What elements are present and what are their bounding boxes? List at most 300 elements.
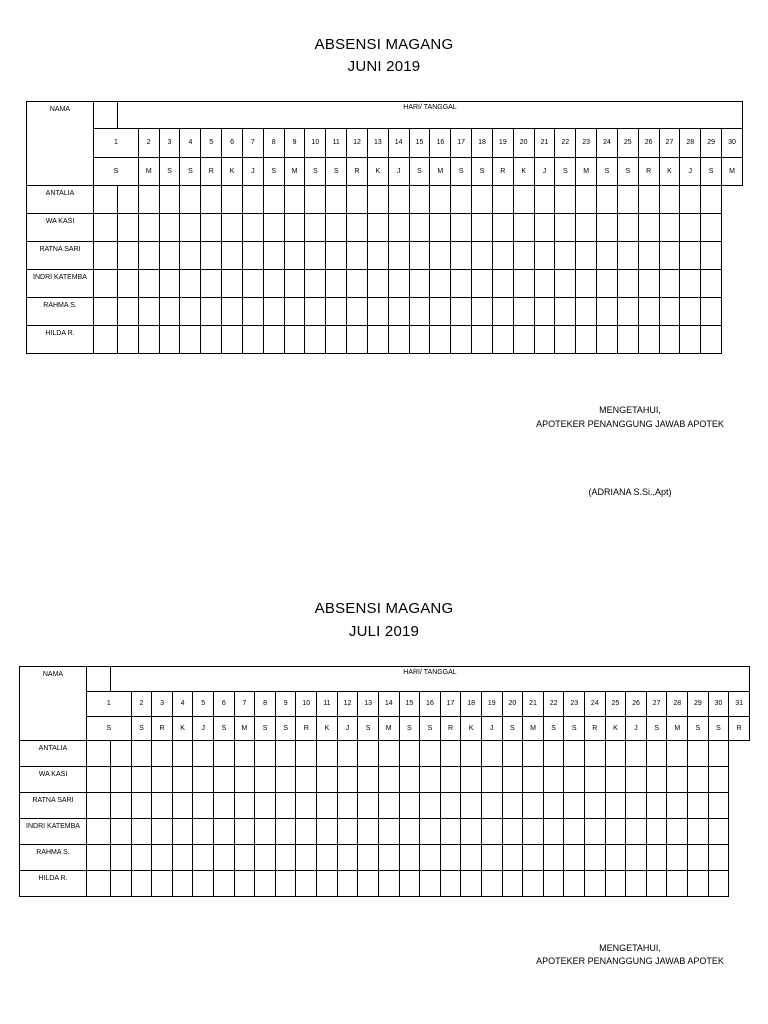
attendance-cell[interactable] xyxy=(337,871,358,897)
attendance-cell[interactable] xyxy=(420,767,441,793)
attendance-cell[interactable] xyxy=(659,242,680,270)
attendance-cell[interactable] xyxy=(523,871,544,897)
attendance-cell[interactable] xyxy=(326,186,347,214)
attendance-cell[interactable] xyxy=(138,326,159,354)
attendance-cell[interactable] xyxy=(617,214,638,242)
attendance-cell[interactable] xyxy=(172,793,193,819)
attendance-cell[interactable] xyxy=(638,242,659,270)
attendance-cell[interactable] xyxy=(451,298,472,326)
attendance-cell[interactable] xyxy=(255,819,276,845)
attendance-cell[interactable] xyxy=(626,767,647,793)
attendance-cell[interactable] xyxy=(564,845,585,871)
attendance-cell[interactable] xyxy=(688,767,709,793)
attendance-cell[interactable] xyxy=(275,767,296,793)
attendance-cell[interactable] xyxy=(555,270,576,298)
attendance-cell[interactable] xyxy=(111,871,132,897)
attendance-cell[interactable] xyxy=(201,242,222,270)
attendance-cell[interactable] xyxy=(626,871,647,897)
attendance-cell[interactable] xyxy=(317,767,338,793)
attendance-cell[interactable] xyxy=(513,298,534,326)
attendance-cell[interactable] xyxy=(659,270,680,298)
attendance-cell[interactable] xyxy=(305,298,326,326)
attendance-cell[interactable] xyxy=(440,819,461,845)
attendance-cell[interactable] xyxy=(617,242,638,270)
attendance-cell[interactable] xyxy=(388,242,409,270)
attendance-cell[interactable] xyxy=(461,819,482,845)
attendance-cell[interactable] xyxy=(201,186,222,214)
attendance-cell[interactable] xyxy=(326,270,347,298)
attendance-cell[interactable] xyxy=(367,214,388,242)
attendance-cell[interactable] xyxy=(534,186,555,214)
attendance-cell[interactable] xyxy=(358,845,379,871)
attendance-cell[interactable] xyxy=(555,186,576,214)
attendance-cell[interactable] xyxy=(111,793,132,819)
attendance-cell[interactable] xyxy=(440,793,461,819)
attendance-cell[interactable] xyxy=(255,871,276,897)
attendance-cell[interactable] xyxy=(152,741,173,767)
attendance-cell[interactable] xyxy=(564,819,585,845)
attendance-cell[interactable] xyxy=(263,298,284,326)
attendance-cell[interactable] xyxy=(193,741,214,767)
attendance-cell[interactable] xyxy=(180,214,201,242)
attendance-cell[interactable] xyxy=(180,298,201,326)
attendance-cell[interactable] xyxy=(576,214,597,242)
attendance-cell[interactable] xyxy=(440,741,461,767)
attendance-cell[interactable] xyxy=(534,214,555,242)
attendance-cell[interactable] xyxy=(409,326,430,354)
attendance-cell[interactable] xyxy=(564,741,585,767)
attendance-cell[interactable] xyxy=(492,242,513,270)
attendance-cell[interactable] xyxy=(138,186,159,214)
attendance-cell[interactable] xyxy=(513,326,534,354)
attendance-cell[interactable] xyxy=(597,214,618,242)
attendance-cell[interactable] xyxy=(388,326,409,354)
attendance-cell[interactable] xyxy=(222,270,243,298)
attendance-cell[interactable] xyxy=(543,871,564,897)
attendance-cell[interactable] xyxy=(523,845,544,871)
attendance-cell[interactable] xyxy=(667,845,688,871)
attendance-cell[interactable] xyxy=(284,270,305,298)
attendance-cell[interactable] xyxy=(585,741,606,767)
attendance-cell[interactable] xyxy=(131,767,152,793)
attendance-cell[interactable] xyxy=(111,741,132,767)
attendance-cell[interactable] xyxy=(688,793,709,819)
attendance-cell[interactable] xyxy=(523,819,544,845)
attendance-cell[interactable] xyxy=(430,270,451,298)
attendance-cell[interactable] xyxy=(347,214,368,242)
attendance-cell[interactable] xyxy=(138,270,159,298)
attendance-cell[interactable] xyxy=(680,214,701,242)
attendance-cell[interactable] xyxy=(597,298,618,326)
attendance-cell[interactable] xyxy=(87,793,111,819)
attendance-cell[interactable] xyxy=(242,270,263,298)
attendance-cell[interactable] xyxy=(585,767,606,793)
attendance-cell[interactable] xyxy=(275,871,296,897)
attendance-cell[interactable] xyxy=(513,270,534,298)
attendance-cell[interactable] xyxy=(708,767,729,793)
attendance-cell[interactable] xyxy=(605,767,626,793)
attendance-cell[interactable] xyxy=(440,845,461,871)
attendance-cell[interactable] xyxy=(263,214,284,242)
attendance-cell[interactable] xyxy=(180,270,201,298)
attendance-cell[interactable] xyxy=(111,845,132,871)
attendance-cell[interactable] xyxy=(409,242,430,270)
attendance-cell[interactable] xyxy=(305,242,326,270)
attendance-cell[interactable] xyxy=(242,298,263,326)
attendance-cell[interactable] xyxy=(680,298,701,326)
attendance-cell[interactable] xyxy=(358,871,379,897)
attendance-cell[interactable] xyxy=(481,819,502,845)
attendance-cell[interactable] xyxy=(317,845,338,871)
attendance-cell[interactable] xyxy=(214,741,235,767)
attendance-cell[interactable] xyxy=(451,242,472,270)
attendance-cell[interactable] xyxy=(305,186,326,214)
attendance-cell[interactable] xyxy=(131,845,152,871)
attendance-cell[interactable] xyxy=(358,793,379,819)
attendance-cell[interactable] xyxy=(555,326,576,354)
attendance-cell[interactable] xyxy=(543,845,564,871)
attendance-cell[interactable] xyxy=(180,326,201,354)
attendance-cell[interactable] xyxy=(234,819,255,845)
attendance-cell[interactable] xyxy=(234,871,255,897)
attendance-cell[interactable] xyxy=(172,819,193,845)
attendance-cell[interactable] xyxy=(461,845,482,871)
attendance-cell[interactable] xyxy=(626,793,647,819)
attendance-cell[interactable] xyxy=(317,819,338,845)
attendance-cell[interactable] xyxy=(152,793,173,819)
attendance-cell[interactable] xyxy=(646,845,667,871)
attendance-cell[interactable] xyxy=(461,871,482,897)
attendance-cell[interactable] xyxy=(284,242,305,270)
attendance-cell[interactable] xyxy=(214,793,235,819)
attendance-cell[interactable] xyxy=(605,871,626,897)
attendance-cell[interactable] xyxy=(255,793,276,819)
attendance-cell[interactable] xyxy=(347,186,368,214)
attendance-cell[interactable] xyxy=(222,298,243,326)
attendance-cell[interactable] xyxy=(193,793,214,819)
attendance-cell[interactable] xyxy=(605,793,626,819)
attendance-cell[interactable] xyxy=(576,326,597,354)
attendance-cell[interactable] xyxy=(440,871,461,897)
attendance-cell[interactable] xyxy=(481,741,502,767)
attendance-cell[interactable] xyxy=(94,242,118,270)
attendance-cell[interactable] xyxy=(576,298,597,326)
attendance-cell[interactable] xyxy=(337,793,358,819)
attendance-cell[interactable] xyxy=(358,741,379,767)
attendance-cell[interactable] xyxy=(347,242,368,270)
attendance-cell[interactable] xyxy=(688,819,709,845)
attendance-cell[interactable] xyxy=(152,767,173,793)
attendance-cell[interactable] xyxy=(234,741,255,767)
attendance-cell[interactable] xyxy=(159,326,180,354)
attendance-cell[interactable] xyxy=(585,819,606,845)
attendance-cell[interactable] xyxy=(317,793,338,819)
attendance-cell[interactable] xyxy=(214,871,235,897)
attendance-cell[interactable] xyxy=(481,845,502,871)
attendance-cell[interactable] xyxy=(576,270,597,298)
attendance-cell[interactable] xyxy=(638,214,659,242)
attendance-cell[interactable] xyxy=(430,242,451,270)
attendance-cell[interactable] xyxy=(193,871,214,897)
attendance-cell[interactable] xyxy=(430,214,451,242)
attendance-cell[interactable] xyxy=(597,326,618,354)
attendance-cell[interactable] xyxy=(193,767,214,793)
attendance-cell[interactable] xyxy=(180,242,201,270)
attendance-cell[interactable] xyxy=(222,326,243,354)
attendance-cell[interactable] xyxy=(513,214,534,242)
attendance-cell[interactable] xyxy=(646,871,667,897)
attendance-cell[interactable] xyxy=(399,819,420,845)
attendance-cell[interactable] xyxy=(201,214,222,242)
attendance-cell[interactable] xyxy=(523,741,544,767)
attendance-cell[interactable] xyxy=(118,298,139,326)
attendance-cell[interactable] xyxy=(242,326,263,354)
attendance-cell[interactable] xyxy=(451,186,472,214)
attendance-cell[interactable] xyxy=(626,845,647,871)
attendance-cell[interactable] xyxy=(492,298,513,326)
attendance-cell[interactable] xyxy=(388,186,409,214)
attendance-cell[interactable] xyxy=(326,326,347,354)
attendance-cell[interactable] xyxy=(378,741,399,767)
attendance-cell[interactable] xyxy=(242,242,263,270)
attendance-cell[interactable] xyxy=(605,819,626,845)
attendance-cell[interactable] xyxy=(492,214,513,242)
attendance-cell[interactable] xyxy=(347,326,368,354)
attendance-cell[interactable] xyxy=(152,819,173,845)
attendance-cell[interactable] xyxy=(172,741,193,767)
attendance-cell[interactable] xyxy=(234,793,255,819)
attendance-cell[interactable] xyxy=(159,270,180,298)
attendance-cell[interactable] xyxy=(708,845,729,871)
attendance-cell[interactable] xyxy=(701,214,722,242)
attendance-cell[interactable] xyxy=(492,326,513,354)
attendance-cell[interactable] xyxy=(420,741,441,767)
attendance-cell[interactable] xyxy=(555,298,576,326)
attendance-cell[interactable] xyxy=(87,871,111,897)
attendance-cell[interactable] xyxy=(263,242,284,270)
attendance-cell[interactable] xyxy=(646,767,667,793)
attendance-cell[interactable] xyxy=(378,871,399,897)
attendance-cell[interactable] xyxy=(305,214,326,242)
attendance-cell[interactable] xyxy=(481,793,502,819)
attendance-cell[interactable] xyxy=(461,741,482,767)
attendance-cell[interactable] xyxy=(296,741,317,767)
attendance-cell[interactable] xyxy=(214,767,235,793)
attendance-cell[interactable] xyxy=(555,214,576,242)
attendance-cell[interactable] xyxy=(638,186,659,214)
attendance-cell[interactable] xyxy=(242,214,263,242)
attendance-cell[interactable] xyxy=(617,186,638,214)
attendance-cell[interactable] xyxy=(502,793,523,819)
attendance-cell[interactable] xyxy=(708,819,729,845)
attendance-cell[interactable] xyxy=(555,242,576,270)
attendance-cell[interactable] xyxy=(367,270,388,298)
attendance-cell[interactable] xyxy=(284,326,305,354)
attendance-cell[interactable] xyxy=(337,767,358,793)
attendance-cell[interactable] xyxy=(94,214,118,242)
attendance-cell[interactable] xyxy=(296,845,317,871)
attendance-cell[interactable] xyxy=(646,819,667,845)
attendance-cell[interactable] xyxy=(317,871,338,897)
attendance-cell[interactable] xyxy=(472,214,493,242)
attendance-cell[interactable] xyxy=(214,845,235,871)
attendance-cell[interactable] xyxy=(680,270,701,298)
attendance-cell[interactable] xyxy=(617,326,638,354)
attendance-cell[interactable] xyxy=(94,326,118,354)
attendance-cell[interactable] xyxy=(659,214,680,242)
attendance-cell[interactable] xyxy=(409,298,430,326)
attendance-cell[interactable] xyxy=(378,793,399,819)
attendance-cell[interactable] xyxy=(358,767,379,793)
attendance-cell[interactable] xyxy=(284,214,305,242)
attendance-cell[interactable] xyxy=(131,819,152,845)
attendance-cell[interactable] xyxy=(111,767,132,793)
attendance-cell[interactable] xyxy=(326,242,347,270)
attendance-cell[interactable] xyxy=(680,326,701,354)
attendance-cell[interactable] xyxy=(159,298,180,326)
attendance-cell[interactable] xyxy=(585,793,606,819)
attendance-cell[interactable] xyxy=(378,819,399,845)
attendance-cell[interactable] xyxy=(118,186,139,214)
attendance-cell[interactable] xyxy=(399,871,420,897)
attendance-cell[interactable] xyxy=(701,298,722,326)
attendance-cell[interactable] xyxy=(193,819,214,845)
attendance-cell[interactable] xyxy=(534,298,555,326)
attendance-cell[interactable] xyxy=(564,767,585,793)
attendance-cell[interactable] xyxy=(159,242,180,270)
attendance-cell[interactable] xyxy=(472,298,493,326)
attendance-cell[interactable] xyxy=(667,871,688,897)
attendance-cell[interactable] xyxy=(523,767,544,793)
attendance-cell[interactable] xyxy=(638,326,659,354)
attendance-cell[interactable] xyxy=(701,242,722,270)
attendance-cell[interactable] xyxy=(118,270,139,298)
attendance-cell[interactable] xyxy=(242,186,263,214)
attendance-cell[interactable] xyxy=(451,214,472,242)
attendance-cell[interactable] xyxy=(472,186,493,214)
attendance-cell[interactable] xyxy=(585,845,606,871)
attendance-cell[interactable] xyxy=(326,298,347,326)
attendance-cell[interactable] xyxy=(492,270,513,298)
attendance-cell[interactable] xyxy=(152,845,173,871)
attendance-cell[interactable] xyxy=(440,767,461,793)
attendance-cell[interactable] xyxy=(564,793,585,819)
attendance-cell[interactable] xyxy=(138,214,159,242)
attendance-cell[interactable] xyxy=(87,741,111,767)
attendance-cell[interactable] xyxy=(87,819,111,845)
attendance-cell[interactable] xyxy=(275,819,296,845)
attendance-cell[interactable] xyxy=(131,741,152,767)
attendance-cell[interactable] xyxy=(305,326,326,354)
attendance-cell[interactable] xyxy=(296,767,317,793)
attendance-cell[interactable] xyxy=(481,871,502,897)
attendance-cell[interactable] xyxy=(430,186,451,214)
attendance-cell[interactable] xyxy=(543,793,564,819)
attendance-cell[interactable] xyxy=(399,793,420,819)
attendance-cell[interactable] xyxy=(659,186,680,214)
attendance-cell[interactable] xyxy=(378,845,399,871)
attendance-cell[interactable] xyxy=(543,741,564,767)
attendance-cell[interactable] xyxy=(317,741,338,767)
attendance-cell[interactable] xyxy=(420,871,441,897)
attendance-cell[interactable] xyxy=(172,845,193,871)
attendance-cell[interactable] xyxy=(667,767,688,793)
attendance-cell[interactable] xyxy=(275,845,296,871)
attendance-cell[interactable] xyxy=(255,767,276,793)
attendance-cell[interactable] xyxy=(193,845,214,871)
attendance-cell[interactable] xyxy=(94,298,118,326)
attendance-cell[interactable] xyxy=(502,741,523,767)
attendance-cell[interactable] xyxy=(597,270,618,298)
attendance-cell[interactable] xyxy=(118,242,139,270)
attendance-cell[interactable] xyxy=(337,845,358,871)
attendance-cell[interactable] xyxy=(626,741,647,767)
attendance-cell[interactable] xyxy=(131,871,152,897)
attendance-cell[interactable] xyxy=(472,270,493,298)
attendance-cell[interactable] xyxy=(172,871,193,897)
attendance-cell[interactable] xyxy=(638,270,659,298)
attendance-cell[interactable] xyxy=(617,270,638,298)
attendance-cell[interactable] xyxy=(451,270,472,298)
attendance-cell[interactable] xyxy=(388,298,409,326)
attendance-cell[interactable] xyxy=(284,186,305,214)
attendance-cell[interactable] xyxy=(172,767,193,793)
attendance-cell[interactable] xyxy=(399,741,420,767)
attendance-cell[interactable] xyxy=(646,741,667,767)
attendance-cell[interactable] xyxy=(94,270,118,298)
attendance-cell[interactable] xyxy=(222,242,243,270)
attendance-cell[interactable] xyxy=(523,793,544,819)
attendance-cell[interactable] xyxy=(87,845,111,871)
attendance-cell[interactable] xyxy=(255,741,276,767)
attendance-cell[interactable] xyxy=(451,326,472,354)
attendance-cell[interactable] xyxy=(605,845,626,871)
attendance-cell[interactable] xyxy=(513,186,534,214)
attendance-cell[interactable] xyxy=(409,270,430,298)
attendance-cell[interactable] xyxy=(275,741,296,767)
attendance-cell[interactable] xyxy=(667,819,688,845)
attendance-cell[interactable] xyxy=(367,242,388,270)
attendance-cell[interactable] xyxy=(367,298,388,326)
attendance-cell[interactable] xyxy=(472,326,493,354)
attendance-cell[interactable] xyxy=(626,819,647,845)
attendance-cell[interactable] xyxy=(201,326,222,354)
attendance-cell[interactable] xyxy=(367,326,388,354)
attendance-cell[interactable] xyxy=(502,845,523,871)
attendance-cell[interactable] xyxy=(152,871,173,897)
attendance-cell[interactable] xyxy=(701,186,722,214)
attendance-cell[interactable] xyxy=(263,326,284,354)
attendance-cell[interactable] xyxy=(201,270,222,298)
attendance-cell[interactable] xyxy=(420,819,441,845)
attendance-cell[interactable] xyxy=(118,214,139,242)
attendance-cell[interactable] xyxy=(399,845,420,871)
attendance-cell[interactable] xyxy=(667,741,688,767)
attendance-cell[interactable] xyxy=(576,186,597,214)
attendance-cell[interactable] xyxy=(659,326,680,354)
attendance-cell[interactable] xyxy=(131,793,152,819)
attendance-cell[interactable] xyxy=(201,298,222,326)
attendance-cell[interactable] xyxy=(481,767,502,793)
attendance-cell[interactable] xyxy=(646,793,667,819)
attendance-cell[interactable] xyxy=(605,741,626,767)
attendance-cell[interactable] xyxy=(347,270,368,298)
attendance-cell[interactable] xyxy=(255,845,276,871)
attendance-cell[interactable] xyxy=(461,767,482,793)
attendance-cell[interactable] xyxy=(420,793,441,819)
attendance-cell[interactable] xyxy=(472,242,493,270)
attendance-cell[interactable] xyxy=(638,298,659,326)
